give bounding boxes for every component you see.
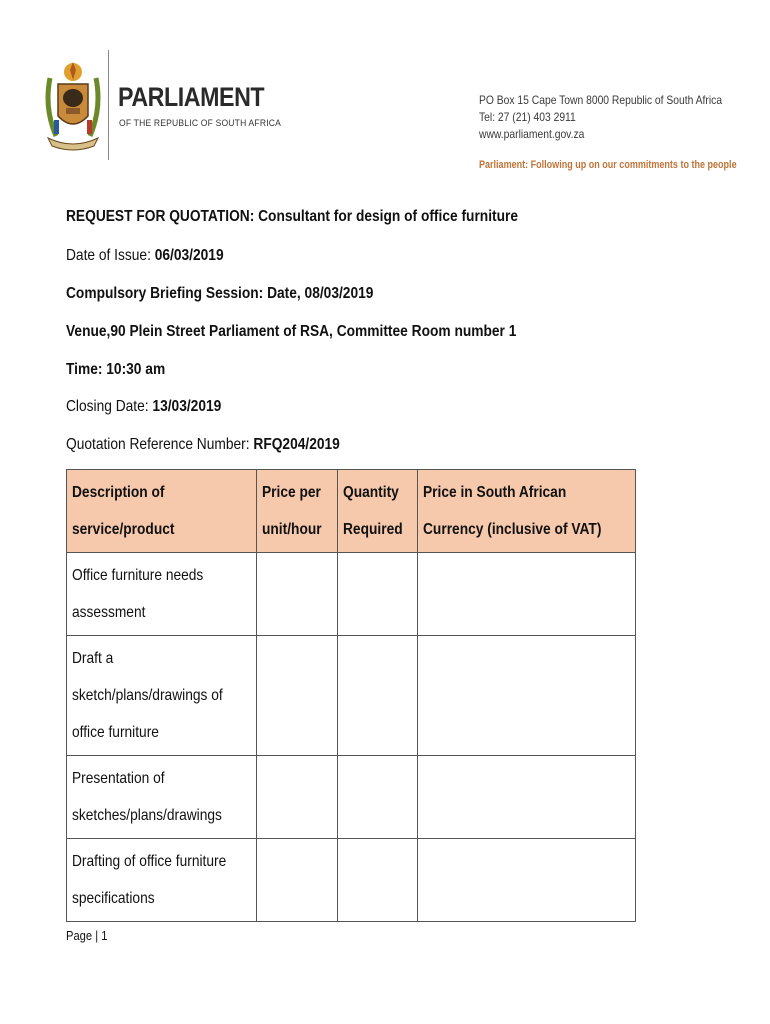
quantity-cell[interactable] xyxy=(337,636,417,756)
row-description xyxy=(67,636,257,756)
brand-subtitle: OF THE REPUBLIC OF SOUTH AFRICA xyxy=(119,118,282,128)
row-text: specifications xyxy=(72,890,155,907)
briefing-session: Compulsory Briefing Session: Date, 08/03/2019 xyxy=(66,285,374,302)
header-description xyxy=(67,470,257,553)
total-price-cell[interactable] xyxy=(418,636,636,756)
total-price-cell[interactable] xyxy=(418,553,636,636)
table-header-row xyxy=(67,470,636,553)
brand-title: PARLIAMENT xyxy=(118,82,265,112)
contact-phone: Tel: 27 (21) 403 2911 xyxy=(479,110,576,124)
tagline: Parliament: Following up on our commitments to the people xyxy=(479,159,737,171)
row-description xyxy=(67,553,257,636)
header-quantity-line2: Required xyxy=(342,521,403,538)
issue-date-label: Date of Issue: xyxy=(66,247,155,264)
row-text: office furniture xyxy=(72,724,159,741)
quantity-cell[interactable] xyxy=(337,553,417,636)
header-price-line2: unit/hour xyxy=(262,521,322,538)
header-quantity xyxy=(337,470,417,553)
total-price-cell[interactable] xyxy=(418,839,636,922)
page-number: Page | 1 xyxy=(66,928,108,943)
header-description-line1: Description of xyxy=(72,484,165,501)
header-description-line2: service/product xyxy=(72,521,175,538)
row-description xyxy=(67,839,257,922)
header-quantity-line1: Quantity xyxy=(342,484,399,501)
header-zar-line2: Currency (inclusive of VAT) xyxy=(423,521,602,538)
venue: Venue,90 Plein Street Parliament of RSA, Committee Room number 1 xyxy=(66,323,517,340)
price-cell[interactable] xyxy=(257,553,337,636)
header-divider xyxy=(108,50,109,160)
issue-date-value: 06/03/2019 xyxy=(154,247,224,264)
header-zar-line1: Price in South African xyxy=(423,484,567,501)
header-price-line1: Price per xyxy=(262,484,322,501)
briefing-time: Time: 10:30 am xyxy=(66,361,166,378)
document-title: REQUEST FOR QUOTATION: Consultant for design of office furniture xyxy=(66,208,519,225)
row-text: Office furniture needs xyxy=(72,567,204,584)
row-text: Draft a xyxy=(72,650,114,667)
table-row xyxy=(67,756,636,839)
row-text: Drafting of office furniture xyxy=(72,853,227,870)
contact-website-link[interactable]: www.parliament.gov.za xyxy=(479,127,585,141)
quantity-cell[interactable] xyxy=(337,839,417,922)
row-text: sketch/plans/drawings of xyxy=(72,687,223,704)
header-price-zar xyxy=(418,470,636,553)
contact-address: PO Box 15 Cape Town 8000 Republic of South Africa xyxy=(479,93,723,107)
total-price-cell[interactable] xyxy=(418,756,636,839)
quotation-reference xyxy=(66,436,340,454)
parliament-coat-of-arms-logo xyxy=(42,58,104,154)
quotation-reference-value: RFQ204/2019 xyxy=(253,436,340,453)
closing-date xyxy=(66,398,221,416)
price-cell[interactable] xyxy=(257,839,337,922)
row-description xyxy=(67,756,257,839)
table-row xyxy=(67,553,636,636)
row-text: Presentation of xyxy=(72,770,165,787)
header-price-per-unit xyxy=(257,470,337,553)
row-text: sketches/plans/drawings xyxy=(72,807,222,824)
table-row xyxy=(67,839,636,922)
row-text: assessment xyxy=(72,604,146,621)
quantity-cell[interactable] xyxy=(337,756,417,839)
price-cell[interactable] xyxy=(257,756,337,839)
closing-date-value: 13/03/2019 xyxy=(152,398,222,415)
quotation-table xyxy=(66,469,636,922)
contact-block xyxy=(479,92,722,143)
closing-date-label: Closing Date: xyxy=(66,398,153,415)
price-cell[interactable] xyxy=(257,636,337,756)
table-row xyxy=(67,636,636,756)
issue-date xyxy=(66,247,224,265)
quotation-reference-label: Quotation Reference Number: xyxy=(66,436,254,453)
